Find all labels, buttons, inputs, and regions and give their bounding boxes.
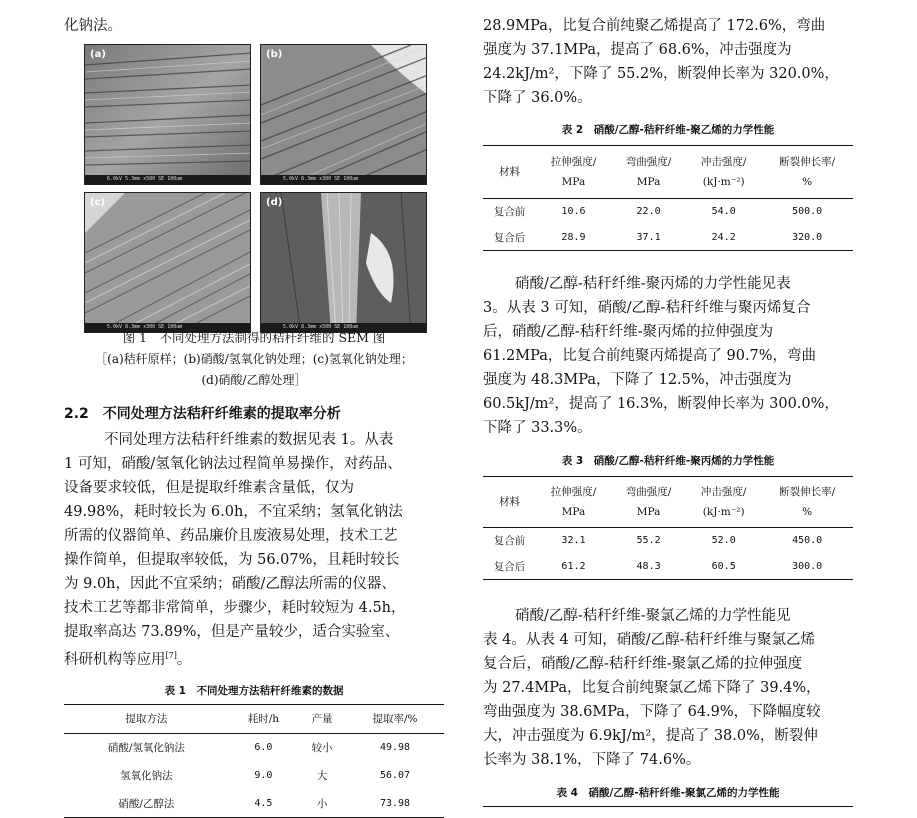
para-line: 操作简单，但提取率较低，为 56.07%，且耗时较长 xyxy=(64,552,400,568)
figure-caption: 图 1 不同处理方法制得的秸秆纤维的 SEM 图 xyxy=(122,330,386,345)
para-line: 下降了 36.0%。 xyxy=(483,90,592,106)
table-cell: 450.0 xyxy=(792,535,823,547)
table2-header-cell: 弯曲强度/ MPa xyxy=(625,156,672,188)
table-cell: 复合前 xyxy=(493,535,526,548)
table-cell: 300.0 xyxy=(792,560,823,572)
table3-header-cell: 材料 xyxy=(498,496,520,508)
table1-header-cell: 产量 xyxy=(311,713,333,725)
para-line: 下降了 33.3%。 xyxy=(483,420,592,436)
para-line: 复合后，硝酸/乙醇-秸秆纤维-聚氯乙烯的拉伸强度 xyxy=(483,656,803,672)
sem-image-c xyxy=(85,193,251,333)
para-line: 1 可知，硝酸/氢氧化钠法过程简单易操作，对药品、 xyxy=(64,456,402,472)
table-cell: 4.5 xyxy=(254,797,273,809)
table-cell: 73.98 xyxy=(379,797,411,809)
panel-label-d: (d) xyxy=(266,197,283,208)
para-line: 提取率高达 73.89%，但是产量较少，适合实验室、 xyxy=(64,624,400,640)
table-row xyxy=(64,790,444,818)
para-line: 设备要求较低，但是提取纤维素含量低，仅为 xyxy=(64,480,354,496)
sem-panel-c xyxy=(84,192,251,333)
table-cell: 52.0 xyxy=(711,535,736,547)
para-line: 弯曲强度为 38.6MPa，下降了 64.9%，下降幅度较 xyxy=(483,704,821,720)
figure-subcaption-2: (d)硝酸/乙醇处理］ xyxy=(201,373,307,387)
para-line: 后，硝酸/乙醇-秸秆纤维-聚丙烯的拉伸强度为 xyxy=(483,324,774,340)
right-paragraph-2 xyxy=(483,272,853,440)
para-line: 长率为 38.1%，下降了 74.6%。 xyxy=(483,752,701,768)
table-cell: 硝酸/乙醇法 xyxy=(118,797,175,810)
table-cell: 9.0 xyxy=(254,770,273,781)
table3 xyxy=(483,476,853,580)
table-row xyxy=(483,554,853,580)
table-cell: 55.2 xyxy=(636,535,661,547)
para-line: 硝酸/乙醇-秸秆纤维-聚丙烯的力学性能见表 xyxy=(515,276,791,292)
table-cell: 320.0 xyxy=(792,231,823,243)
table-cell: 61.2 xyxy=(561,560,586,572)
table-cell: 56.07 xyxy=(379,770,411,781)
table-cell: 硝酸/氢氧化钠法 xyxy=(107,742,185,755)
sem-scalebar-c: 5.0kV 8.3mm x300 SE 100um xyxy=(85,323,250,332)
table4-top-rule xyxy=(483,806,853,807)
table2-header-cell: 拉伸强度/ MPa xyxy=(550,156,597,188)
sem-panel-d xyxy=(260,192,427,333)
table1-header-cell: 耗时/h xyxy=(247,713,280,725)
table3-header xyxy=(483,477,853,528)
para-line: 技术工艺等都非常简单，步骤少，耗时较短为 4.5h， xyxy=(64,600,406,616)
table-row xyxy=(483,528,853,554)
sem-scalebar-b: 5.0kV 8.3mm x300 SE 100um xyxy=(261,175,426,184)
top-text: 化钠法。 xyxy=(64,18,122,34)
sem-image-a xyxy=(85,45,251,185)
table-cell: 54.0 xyxy=(711,206,736,218)
para-line: 所需的仪器简单、药品廉价且废液易处理，技术工艺 xyxy=(64,528,398,544)
table-row xyxy=(483,225,853,251)
table3-caption: 表 3 硝酸/乙醇-秸秆纤维-聚丙烯的力学性能 xyxy=(561,455,775,467)
right-intro xyxy=(483,14,853,110)
para-line: 49.98%，耗时较长为 6.0h，不宜采纳；氢氧化钠法 xyxy=(64,504,403,520)
para-end: 。 xyxy=(176,651,192,668)
figure-subcaption-1: ［(a)秸秆原样；(b)硝酸/氢氧化钠处理；(c)氢氧化钠处理； xyxy=(95,352,413,366)
para-line: 为 27.4MPa，比复合前纯聚氯乙烯下降了 39.4%， xyxy=(483,680,821,696)
table2 xyxy=(483,145,853,251)
para-line-last xyxy=(64,644,444,672)
table3-header-cell: 冲击强度/ (kJ·m⁻²) xyxy=(700,486,747,518)
table-cell: 37.1 xyxy=(636,231,661,243)
table-cell: 复合前 xyxy=(493,206,526,219)
para-line: 60.5kJ/m²，提高了 16.3%，断裂伸长率为 300.0%， xyxy=(483,396,839,412)
table-cell: 氢氧化钠法 xyxy=(120,770,173,782)
table-row xyxy=(64,762,444,790)
sem-panel-a xyxy=(84,44,251,185)
table2-header-cell: 材料 xyxy=(498,166,520,178)
table-cell: 小 xyxy=(316,797,328,810)
table2-header xyxy=(483,146,853,199)
right-paragraph-3 xyxy=(483,604,853,772)
table-cell: 6.0 xyxy=(254,742,273,754)
table-row xyxy=(64,734,444,762)
para-line: 24.2kJ/m²，下降了 55.2%，断裂伸长率为 320.0%， xyxy=(483,66,839,82)
table1-header-cell: 提取率/% xyxy=(372,713,418,725)
para-line-text: 科研机构等应用 xyxy=(64,651,166,668)
panel-label-c: (c) xyxy=(90,197,106,208)
table-cell: 32.1 xyxy=(561,535,586,547)
para-line: 3。从表 3 可知，硝酸/乙醇-秸秆纤维与聚丙烯复合 xyxy=(483,300,811,316)
table3-header-cell: 断裂伸长率/ % xyxy=(779,486,836,518)
sem-panel-b xyxy=(260,44,427,185)
panel-label-a: (a) xyxy=(90,49,106,60)
para-line: 为 9.0h，因此不宜采纳；硝酸/乙醇法所需的仪器、 xyxy=(64,576,396,592)
para-line: 表 4。从表 4 可知，硝酸/乙醇-秸秆纤维与聚氯乙烯 xyxy=(483,632,816,648)
para-line: 强度为 37.1MPa，提高了 68.6%，冲击强度为 xyxy=(483,42,792,58)
para-line: 硝酸/乙醇-秸秆纤维-聚氯乙烯的力学性能见 xyxy=(515,608,791,624)
table1-caption: 表 1 不同处理方法秸秆纤维素的数据 xyxy=(164,685,344,697)
citation-ref[interactable]: [7] xyxy=(165,651,177,660)
sem-image-d xyxy=(261,193,427,333)
sem-figure xyxy=(84,44,427,334)
table-cell: 60.5 xyxy=(711,560,736,572)
table-cell: 10.6 xyxy=(561,206,586,218)
table-cell: 较小 xyxy=(311,742,333,755)
table4-caption: 表 4 硝酸/乙醇-秸秆纤维-聚氯乙烯的力学性能 xyxy=(556,787,780,799)
para-line: 28.9MPa，比复合前纯聚乙烯提高了 172.6%，弯曲 xyxy=(483,18,826,34)
para-line: 61.2MPa，比复合前纯聚丙烯提高了 90.7%，弯曲 xyxy=(483,348,817,364)
table1 xyxy=(64,704,444,818)
sem-image-b xyxy=(261,45,427,185)
table-cell: 49.98 xyxy=(379,742,411,754)
sem-scalebar-d: 5.0kV 8.3mm x500 SE 100um xyxy=(261,323,426,332)
table-cell: 22.0 xyxy=(636,206,661,218)
table-cell: 复合后 xyxy=(493,231,526,244)
table-cell: 24.2 xyxy=(711,231,736,243)
sem-scalebar-a: 6.0kV 5.3mm x500 SE 100um xyxy=(85,175,250,184)
table-cell: 48.3 xyxy=(636,560,661,572)
table-cell: 28.9 xyxy=(561,231,586,243)
table-cell: 500.0 xyxy=(792,206,823,218)
para-line: 不同处理方法秸秆纤维素的数据见表 1。从表 xyxy=(104,432,394,448)
panel-label-b: (b) xyxy=(266,49,283,60)
table-row xyxy=(483,199,853,225)
table2-header-cell: 冲击强度/ (kJ·m⁻²) xyxy=(700,156,747,188)
table1-header-cell: 提取方法 xyxy=(125,713,168,725)
left-paragraph xyxy=(64,428,444,672)
para-line: 强度为 48.3MPa，下降了 12.5%，冲击强度为 xyxy=(483,372,792,388)
table-cell: 大 xyxy=(316,770,328,782)
table2-caption: 表 2 硝酸/乙醇-秸秆纤维-聚乙烯的力学性能 xyxy=(561,124,775,136)
section-heading: 2.2 不同处理方法秸秆纤维素的提取率分析 xyxy=(64,406,341,422)
table-cell: 复合后 xyxy=(493,560,526,573)
table3-header-cell: 弯曲强度/ MPa xyxy=(625,486,672,518)
table1-header xyxy=(64,705,444,734)
table3-header-cell: 拉伸强度/ MPa xyxy=(550,486,597,518)
para-line: 大，冲击强度为 6.9kJ/m²，提高了 38.0%，断裂伸 xyxy=(483,728,818,744)
table2-header-cell: 断裂伸长率/ % xyxy=(779,156,836,188)
